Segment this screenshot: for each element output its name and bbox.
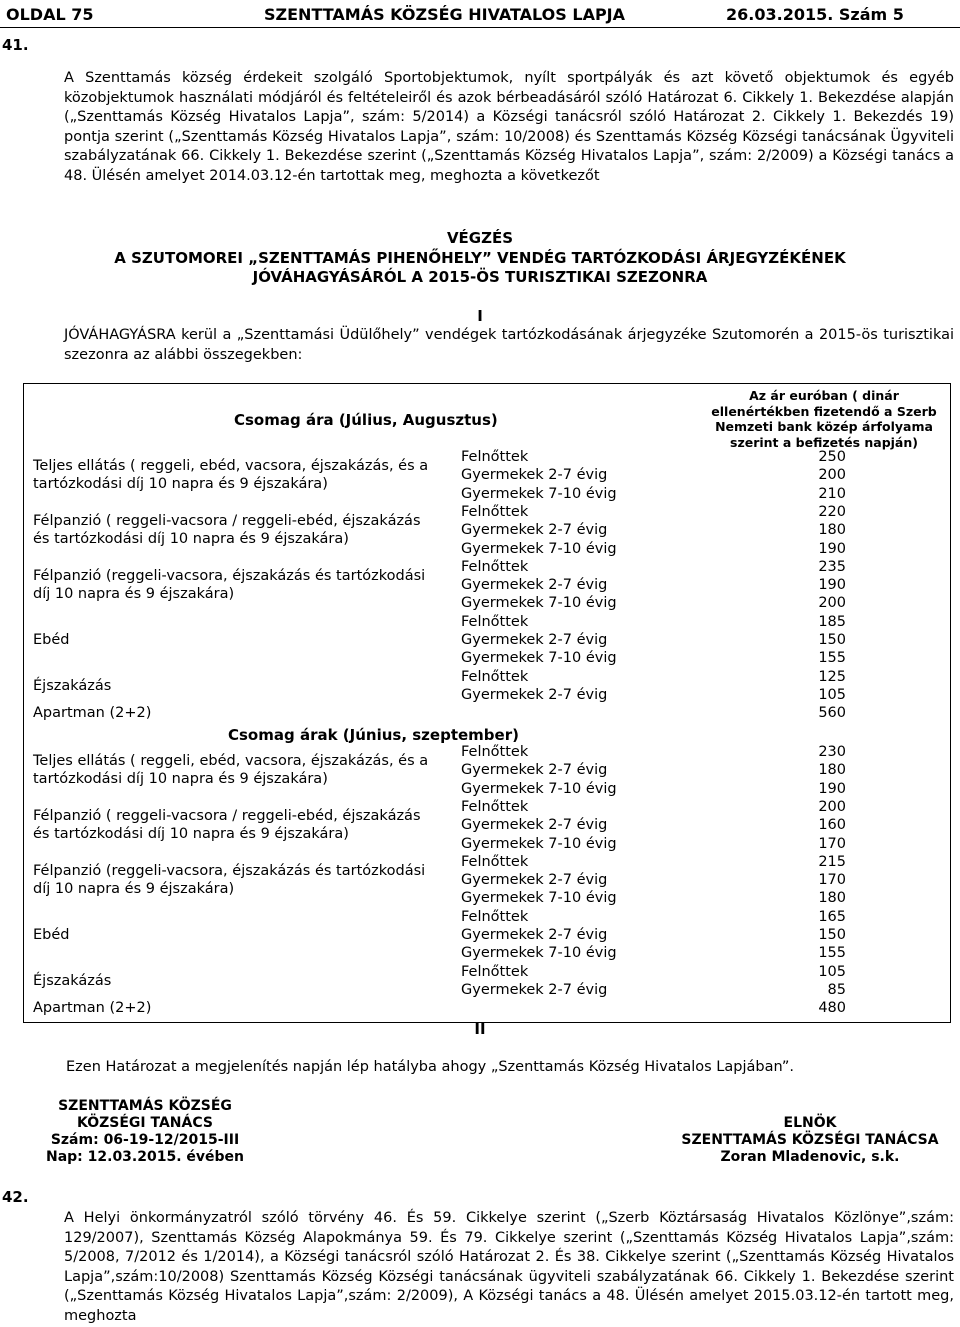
page-header [0, 2, 960, 28]
price-value: 180 [818, 522, 846, 539]
price-value: 165 [818, 908, 846, 925]
price-value: 185 [818, 613, 846, 630]
signature-line: Nap: 12.03.2015. évében [45, 1149, 245, 1165]
section-II-heading: II [474, 1020, 486, 1038]
category-label: Gyermekek 2-7 évig [461, 927, 608, 943]
item-41-intro [2, 69, 954, 187]
price-value: 235 [818, 558, 846, 575]
category-label: Gyermekek 2-7 évig [461, 522, 608, 539]
journal-title: SZENTTAMÁS KÖZSÉG HIVATALOS LAPJA [264, 5, 626, 24]
service-label: Félpanzió (reggeli-vacsora, éjszakázás és tartózkodási [33, 568, 426, 585]
category-label: Gyermekek 2-7 évig [461, 981, 608, 998]
price-value: 250 [818, 449, 846, 465]
price-value: 155 [818, 650, 846, 667]
signature-line: Zoran Mladenovic, s.k. [720, 1149, 900, 1165]
price-value: 85 [827, 981, 846, 998]
service-label: Éjszakázás [33, 972, 112, 989]
item-41-number: 41. [2, 36, 29, 54]
section-I-text-body: JÓVÁHAGYÁSRA kerül a „Szenttamási Üdülőhely” vendégek tartózkodásának árjegyzéke Szutomorén a 2015-ös turisztikai szezonra az alábbi összegekben: [64, 327, 954, 363]
price-value: 125 [818, 668, 846, 685]
decision-subtitle-1: A SZUTOMOREI „SZENTTAMÁS PIHENŐHELY” VENDÉG TARTÓZKODÁSI ÁRJEGYZÉKÉNEK [114, 249, 846, 267]
season-2-title: Csomag árak (Június, szeptember) [228, 726, 519, 744]
service-label: Félpanzió ( reggeli-vacsora / reggeli-ebéd, éjszakázás [33, 513, 421, 530]
section-I-heading: I [477, 307, 483, 325]
price-header-line: ellenértékben fizetendő a Szerb [711, 403, 937, 419]
category-label: Gyermekek 2-7 évig [461, 762, 608, 779]
service-label: tartózkodási díj 10 napra és 9 éjszakára) [33, 771, 328, 788]
category-label: Gyermekek 2-7 évig [461, 467, 608, 484]
service-label: Teljes ellátás ( reggeli, ebéd, vacsora, éjszakázás, és a [33, 458, 429, 475]
page-number: OLDAL 75 [6, 5, 94, 24]
category-label: Felnőttek [461, 798, 529, 815]
price-header-line: Az ár euróban ( dinár [749, 388, 899, 403]
category-label: Gyermekek 7-10 évig [461, 650, 617, 667]
service-label: Apartman (2+2) [33, 1000, 152, 1017]
item-42-intro [2, 1209, 954, 1327]
price-value: 150 [818, 632, 846, 648]
price-value: 160 [818, 817, 846, 834]
price-value: 190 [818, 577, 846, 594]
category-label: Felnőttek [461, 613, 529, 630]
price-table [23, 383, 951, 1023]
category-label: Gyermekek 2-7 évig [461, 686, 608, 703]
category-label: Gyermekek 2-7 évig [461, 872, 608, 889]
price-value: 155 [818, 945, 846, 962]
category-label: Felnőttek [461, 668, 529, 685]
price-value: 560 [818, 705, 846, 722]
category-label: Felnőttek [461, 744, 529, 760]
service-label: díj 10 napra és 9 éjszakára) [33, 586, 235, 603]
price-value: 180 [818, 890, 846, 907]
price-header-line: Nemzeti bank közép árfolyama [715, 419, 933, 434]
price-header-line: szerint a befizetés napján) [730, 434, 918, 450]
decision-title: VÉGZÉS [446, 229, 514, 247]
service-label: és tartózkodási díj 10 napra és 9 éjszakára) [33, 531, 349, 548]
service-label: Apartman (2+2) [33, 705, 152, 722]
price-value: 200 [818, 467, 846, 484]
service-label: Félpanzió ( reggeli-vacsora / reggeli-ebéd, éjszakázás [33, 808, 421, 825]
price-value: 200 [818, 595, 846, 612]
category-label: Gyermekek 7-10 évig [461, 835, 617, 852]
category-label: Felnőttek [461, 908, 529, 925]
category-label: Gyermekek 7-10 évig [461, 945, 617, 962]
category-label: Gyermekek 7-10 évig [461, 780, 617, 797]
category-label: Felnőttek [461, 853, 529, 870]
service-label: Éjszakázás [33, 677, 112, 694]
category-label: Felnőttek [461, 449, 529, 465]
price-value: 215 [818, 853, 846, 870]
price-value: 220 [818, 503, 846, 520]
signature-right [660, 1115, 960, 1166]
section-I-text [2, 326, 954, 365]
price-value: 105 [818, 963, 846, 980]
signature-line: Szám: 06-19-12/2015-III [50, 1132, 240, 1148]
section-II-text: Ezen Határozat a megjelenítés napján lép hatályba ahogy „Szenttamás Község Hivatalos Lapjában”. [66, 1059, 794, 1075]
price-value: 170 [818, 872, 846, 889]
item-42-intro-text: A Helyi önkormányzatról szóló törvény 46. És 59. Cikkelye szerint („Szerb Köztársaság Hivatalos Közlönye”,szám: 129/2007), Szenttamás Község Alapokmánya 59. És 79. Cikkelye szerint („Szenttamás Község Hivatalos Lapja”,szám: 5/2008, 7/2012 és 1/2014), a Községi tanácsról szóló Határozat 2. És 38. Cikkelye szerint („Szenttamás Község Hivatalos Lapja”,szám:10/2008) Szenttamás Község Községi tanácsának ügyviteli szabályzatának 66. Cikkely 1. Bekezdése szerint („Szenttamás Község Hivatalos Lapja”,szám: 2/2009), A Községi tanács a 48. Ülésén amelyet 2015.03.12-én tartott meg, meghozta [64, 1210, 954, 1324]
price-value: 210 [818, 485, 846, 502]
price-value: 230 [818, 744, 846, 760]
signature-line: ELNÖK [783, 1115, 837, 1131]
price-value: 105 [818, 686, 846, 703]
price-value: 190 [818, 540, 846, 557]
signature-left [20, 1098, 270, 1166]
service-label: tartózkodási díj 10 napra és 9 éjszakára) [33, 476, 328, 493]
price-value: 480 [818, 1000, 846, 1017]
service-label: Teljes ellátás ( reggeli, ebéd, vacsora, éjszakázás, és a [33, 753, 429, 770]
service-label: Ebéd [33, 632, 70, 649]
category-label: Gyermekek 7-10 évig [461, 890, 617, 907]
category-label: Felnőttek [461, 963, 529, 980]
item-41-intro-text: A Szenttamás község érdekeit szolgáló Sportobjektumok, nyílt sportpályák és azt követő objektumok és egyéb közobjektumok használati módjáról és feltételeiről és azok bérbeadásáról szóló Határozat 6. Cikkely 1. Bekezdése alapján („Szenttamás Község Hivatalos Lapja”, szám: 5/2014) a Községi tanácsról szóló Határozat 2. Cikkely 1. Bekezdés 19) pontja szerint („Szenttamás Község Hivatalos Lapja”, szám: 10/2008) és Szenttamás Község Községi tanácsának Ügyviteli szabályzatának 66. Cikkely 1. Bekezdése szerint („Szenttamás Község Hivatalos Lapja”, szám: 2/2009) a Községi tanács a 48. Ülésén amelyet 2014.03.12-én tartottak meg, meghozta a következőt [64, 70, 954, 184]
season-1-title: Csomag ára (Július, Augusztus) [234, 411, 498, 429]
header-divider [0, 27, 960, 28]
category-label: Gyermekek 7-10 évig [461, 540, 617, 557]
issue-date: 26.03.2015. Szám 5 [726, 5, 904, 24]
price-value: 200 [818, 798, 846, 815]
category-label: Felnőttek [461, 558, 529, 575]
item-42-number: 42. [2, 1188, 29, 1206]
category-label: Gyermekek 2-7 évig [461, 632, 608, 648]
service-label: Ebéd [33, 927, 70, 944]
service-label: Félpanzió (reggeli-vacsora, éjszakázás és tartózkodási [33, 863, 426, 880]
category-label: Gyermekek 2-7 évig [461, 817, 608, 834]
price-value: 190 [818, 780, 846, 797]
category-label: Gyermekek 7-10 évig [461, 595, 617, 612]
category-label: Gyermekek 2-7 évig [461, 577, 608, 594]
price-value: 180 [818, 762, 846, 779]
category-label: Felnőttek [461, 503, 529, 520]
signature-line: SZENTTAMÁS KÖZSÉG [58, 1098, 232, 1114]
price-header [704, 388, 944, 450]
service-label: és tartózkodási díj 10 napra és 9 éjszakára) [33, 826, 349, 843]
signature-line: KÖZSÉGI TANÁCS [77, 1115, 213, 1131]
category-label: Gyermekek 7-10 évig [461, 485, 617, 502]
price-value: 150 [818, 927, 846, 943]
price-value: 170 [818, 835, 846, 852]
decision-subtitle-2: JÓVÁHAGYÁSÁRÓL A 2015-ÖS TURISZTIKAI SZEZONRA [252, 268, 708, 286]
signature-line: SZENTTAMÁS KÖZSÉGI TANÁCSA [681, 1132, 939, 1148]
service-label: díj 10 napra és 9 éjszakára) [33, 881, 235, 898]
